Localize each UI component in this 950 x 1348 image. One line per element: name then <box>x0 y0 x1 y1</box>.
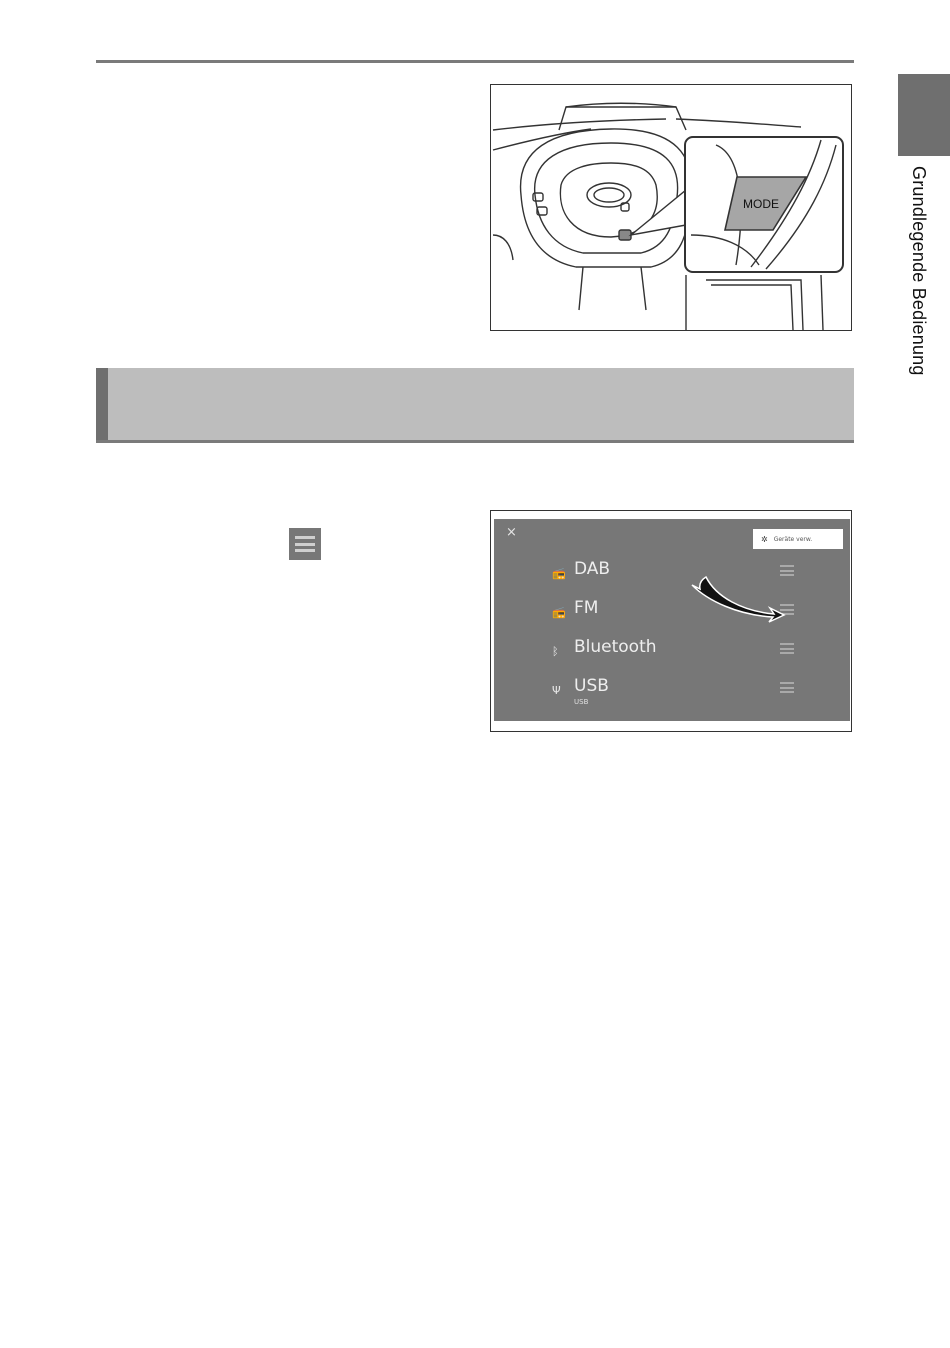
drag-arrow-icon <box>494 519 850 721</box>
source-label: Bluetooth <box>574 637 657 657</box>
gear-icon: ✲ <box>761 534 768 544</box>
close-icon[interactable]: × <box>506 525 517 540</box>
steering-wheel-figure <box>490 84 852 331</box>
steering-wheel-illustration <box>491 85 851 330</box>
source-sublabel: USB <box>574 698 589 706</box>
source-label: FM <box>574 598 599 618</box>
source-screen <box>494 519 850 721</box>
chapter-label: Grundlegende Bedienung <box>909 166 929 376</box>
manage-devices-label: Geräte verw. <box>773 535 813 543</box>
top-rule <box>96 60 854 63</box>
menu-icon <box>289 528 321 560</box>
radio-icon: 📻 <box>552 606 566 619</box>
usb-icon: Ψ <box>552 684 561 697</box>
section-header <box>96 368 854 443</box>
section-accent <box>96 368 108 440</box>
source-label: DAB <box>574 559 611 579</box>
mode-button-label: MODE <box>743 197 779 211</box>
chapter-tab <box>898 74 950 156</box>
source-screen-figure <box>490 510 852 732</box>
source-label: USB <box>574 676 609 696</box>
radio-icon: 📻 <box>552 567 566 580</box>
bluetooth-icon: ᛒ <box>552 645 559 658</box>
